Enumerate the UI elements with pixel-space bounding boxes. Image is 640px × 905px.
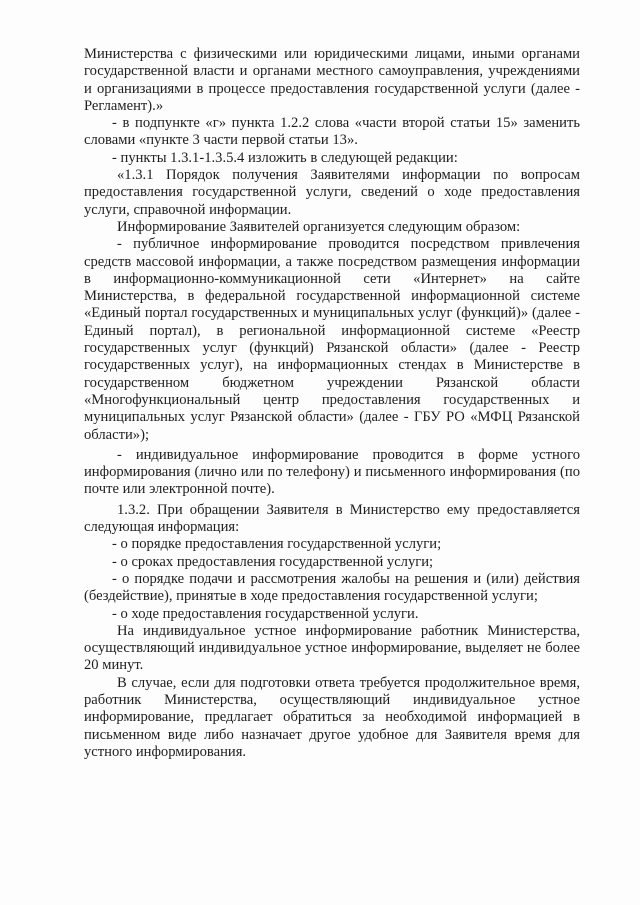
document-body — [84, 46, 580, 761]
paragraph: 1.3.2. При обращении Заявителя в Министерство ему предоставляется следующая информация: — [84, 501, 580, 536]
list-item: - о порядке предоставления государственной услуги; — [112, 536, 442, 553]
list-item: - о сроках предоставления государственной услуги; — [112, 553, 434, 570]
paragraph: - в подпункте «г» пункта 1.2.2 слова «части второй статьи 15» заменить словами «пункте 3 части первой статьи 13». — [84, 115, 580, 149]
paragraph: Министерства с физическими или юридическими лицами, иными органами государственной власти и органами местного самоуправления, учреждениями и организациями в процессе предоставления государственной услуги (далее - Регламент).» — [84, 46, 580, 114]
list-item: - о порядке подачи и рассмотрения жалобы на решения и (или) действия (бездействие), принятые в ходе предоставления государственной услуги; — [84, 570, 580, 605]
paragraph: - пункты 1.3.1-1.3.5.4 изложить в следующей редакции: — [112, 149, 458, 166]
paragraph: - публичное информирование проводится посредством привлечения средств массовой информации, а также посредством размещения информации в информационно-коммуникационной сети «Интернет» на сайте Министерства, в федеральной государственной информационной системе «Единый портал государственных и муниципальных услуг (функций)» (далее - Единый портал), в региональной информационной системе «Реестр государственных услуг (функций) Рязанской области» (далее - Реестр государственных услуг), на информационных стендах в Министерстве в государственном бюджетном учреждении Рязанской области «Многофункциональный центр предоставления государственных и муниципальных услуг Рязанской области» (далее - ГБУ РО «МФЦ Рязанской области»); — [84, 236, 580, 443]
list-item: - о ходе предоставления государственной услуги. — [112, 605, 419, 622]
paragraph: На индивидуальное устное информирование работник Министерства, осуществляющий индивидуальное устное информирование, выделяет не более 20 минут. — [84, 622, 580, 674]
paragraph: В случае, если для подготовки ответа требуется продолжительное время, работник Министерства, осуществляющий индивидуальное устное информирование, предлагает обратиться за необходимой информацией в письменном виде либо назначает другое удобное для Заявителя время для устного информирования. — [84, 674, 580, 760]
paragraph: «1.3.1 Порядок получения Заявителями информации по вопросам предоставления государственной услуги, сведений о ходе предоставления услуги, справочной информации. — [84, 167, 580, 218]
paragraph: - индивидуальное информирование проводится в форме устного информирования (лично или по телефону) и письменного информирования (по почте или электронной почте). — [84, 446, 580, 498]
paragraph: Информирование Заявителей организуется следующим образом: — [117, 218, 521, 235]
